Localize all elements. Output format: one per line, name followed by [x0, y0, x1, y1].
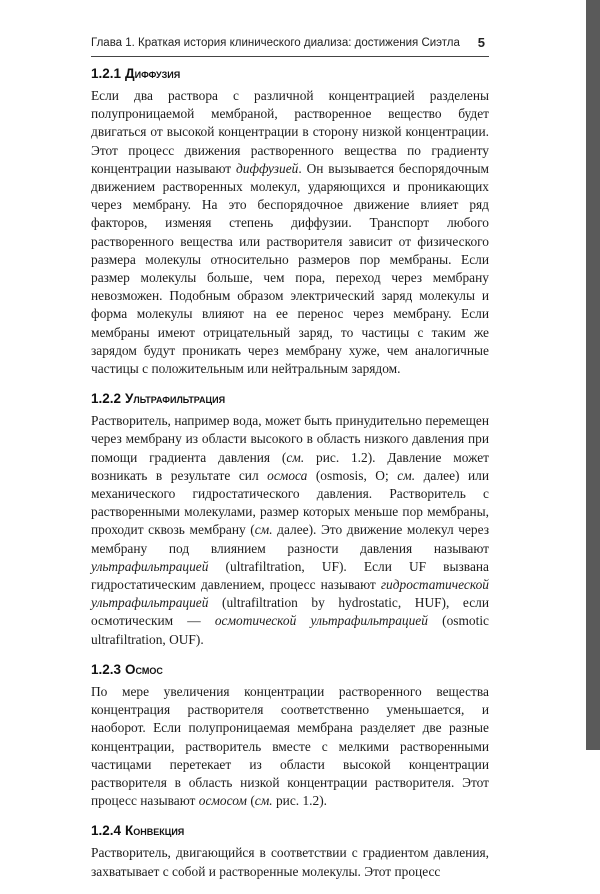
italic-term: см. — [286, 449, 305, 465]
section-title: Ультрафильтрация — [125, 391, 226, 407]
page-edge-shadow — [586, 0, 600, 750]
section-heading — [91, 662, 489, 677]
section-osmosis — [91, 662, 489, 810]
italic-term: гидростатической ультрафильтрацией — [91, 577, 489, 611]
section-ultrafiltration — [91, 391, 489, 649]
section-heading — [91, 66, 489, 81]
italic-term: см. — [254, 793, 273, 809]
text-run: Растворитель, двигающийся в соответствии с градиентом давления, захватывает с собой и растворенные молекулы. Этот процесс — [91, 845, 489, 879]
section-number: 1.2.1 — [91, 66, 122, 81]
running-head — [91, 32, 489, 57]
text-run: Растворитель, например вода, может быть принудительно перемещен через мембрану из области высокого в область низкого давления при помощи градиента давления ( — [91, 413, 489, 465]
section-title: Конвекция — [125, 823, 185, 839]
italic-term: см. — [397, 467, 416, 483]
text-run: рис. 1.2). — [272, 793, 328, 809]
section-paragraph — [91, 683, 489, 810]
text-run: . Он вызывается беспорядочным движением растворенных молекул, ударяющихся и проникающих через мембрану. На это беспорядочное движение влияет ряд факторов, изменяя степень диффузии. Транспорт любого растворенного вещества или растворителя зависит от физического размера молекулы относительно размеров пор мембраны. Если размер молекулы больше, чем пора, переход через мембрану невозможен. Подобным образом электрический заряд молекулы и форма молекулы влияют на ее перенос через мембрану. Если мембраны имеют отрицательный заряд, то частицы с таким же зарядом будут проникать через мембрану хуже, чем аналогичные частицы с положительным или нейтральным зарядом. — [91, 160, 489, 377]
text-run: (ultrafiltration, UF). Если UF вызвана гидростатическим давлением, процесс называют — [91, 558, 489, 593]
text-run: далее) или механического гидростатического давления. Растворитель с растворенными молекулами, размер которых меньше пор мембраны, проходит сквозь мембрану ( — [91, 467, 489, 538]
section-paragraph — [91, 87, 489, 378]
chapter-title: Глава 1. Краткая история клинического диализа: достижения Сиэтла — [91, 37, 460, 49]
italic-term: см. — [254, 522, 273, 538]
section-convection — [91, 823, 489, 880]
italic-term: осмоса — [267, 467, 308, 483]
section-number: 1.2.2 — [91, 391, 122, 407]
section-title: Осмос — [125, 661, 163, 677]
section-title: Диффузия — [125, 66, 181, 81]
page-body — [91, 66, 489, 894]
text-run: По мере увеличения концентрации растворенного вещества концентрация растворителя соответственно уменьшается, и наоборот. Если полупроницаемая мембрана разделяет две разные концентрации, растворитель вместе с мелкими растворенными частицами перетекает из области высокой концентрации растворителя в область низкой концентрации растворителя. Этот процесс называют — [91, 683, 489, 809]
text-run: ( — [246, 793, 255, 809]
italic-term: осмосом — [198, 793, 247, 809]
page-number: 5 — [477, 35, 485, 50]
section-number: 1.2.4 — [91, 823, 122, 839]
section-diffusion — [91, 66, 489, 378]
italic-term: осмотической ультрафильтрацией — [214, 613, 428, 629]
section-paragraph — [91, 844, 489, 880]
italic-term: диффузией — [236, 160, 299, 176]
text-run: (osmosis, O; — [307, 467, 398, 483]
text-run: далее). Это движение молекул через мембрану под влиянием разности давления называют — [91, 522, 489, 556]
text-run: рис. 1.2). Давление может возникать в результате сил — [91, 449, 489, 483]
section-paragraph — [91, 412, 489, 649]
section-heading — [91, 391, 489, 406]
italic-term: ультрафильтрацией — [91, 558, 209, 574]
text-run: (ultrafiltration by hydrostatic, HUF), если осмотическим — — [91, 595, 489, 629]
section-heading — [91, 823, 489, 838]
section-number: 1.2.3 — [91, 661, 122, 677]
text-run: Если два раствора с различной концентрацией разделены полупроницаемой мембраной, растворенное вещество будет двигаться от высокой концентрации в сторону низкой концентрации. Этот процесс движения растворенного вещества по градиенту концентрации называют — [91, 88, 489, 176]
text-run: (osmotic ultrafiltration, OUF). — [91, 613, 489, 647]
